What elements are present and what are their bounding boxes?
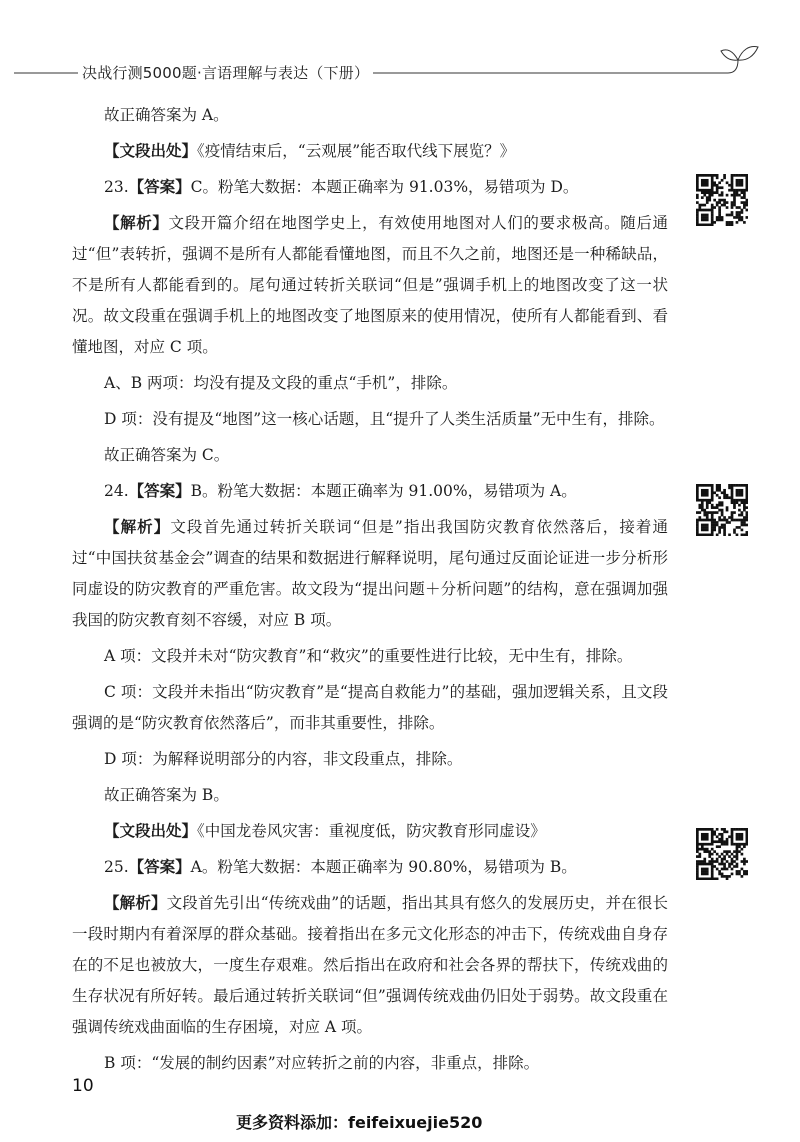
question-number: 24. [104, 482, 129, 500]
section-label: 【答案】 [128, 858, 191, 876]
book-title: 决战行测5000题·言语理解与表达（下册） [78, 62, 373, 83]
paragraph-text: 故正确答案为 B。 [104, 786, 229, 804]
paragraph-text: 故正确答案为 C。 [104, 446, 230, 464]
paragraph-text: B 项：“发展的制约因素”对应转折之前的内容，非重点，排除。 [104, 1054, 540, 1072]
qr-code-25[interactable] [696, 828, 748, 880]
section-label: 【解析】 [104, 518, 171, 536]
paragraph [72, 440, 668, 471]
section-label: 【答案】 [128, 178, 191, 196]
leaf-icon [721, 47, 758, 61]
paragraph [72, 780, 668, 811]
paragraph [72, 1048, 668, 1079]
paragraph-text: D 项：没有提及“地图”这一核心话题，且“提升了人类生活质量”无中生有，排除。 [104, 410, 665, 428]
section-label: 【文段出处】 [104, 142, 198, 160]
answer-explanations [72, 100, 668, 1084]
paragraph [72, 100, 668, 131]
page-number: 10 [72, 1076, 94, 1096]
header-rule [0, 0, 800, 100]
paragraph [72, 136, 668, 167]
paragraph-text: C。粉笔大数据：本题正确率为 91.03%，易错项为 D。 [190, 178, 579, 196]
qr-code-icon [696, 484, 748, 536]
paragraph-text: A、B 两项：均没有提及文段的重点“手机”，排除。 [104, 374, 458, 392]
paragraph [72, 172, 668, 203]
page-header [0, 0, 800, 100]
qr-code-icon [696, 174, 748, 226]
paragraph [72, 744, 668, 775]
question-number: 25. [104, 858, 129, 876]
question-number: 23. [104, 178, 129, 196]
paragraph [72, 476, 668, 507]
qr-code-24[interactable] [696, 484, 748, 536]
section-label: 【文段出处】 [104, 822, 198, 840]
paragraph [72, 512, 668, 636]
paragraph-text: 《中国龙卷风灾害：重视度低，防灾教育形同虚设》 [197, 822, 546, 840]
paragraph [72, 368, 668, 399]
qr-code-icon [696, 828, 748, 880]
paragraph-text: 《疫情结束后，“云观展”能否取代线下展览？》 [197, 142, 516, 160]
section-label: 【解析】 [104, 894, 167, 912]
paragraph-text: C 项：文段并未指出“防灾教育”是“提高自救能力”的基础，强加逻辑关系，且文段强调的是“防灾教育依然落后”，而非其重要性，排除。 [72, 683, 668, 732]
paragraph [72, 816, 668, 847]
paragraph [72, 208, 668, 363]
section-label: 【解析】 [104, 214, 169, 232]
paragraph-text: D 项：为解释说明部分的内容，非文段重点，排除。 [104, 750, 463, 768]
paragraph [72, 852, 668, 883]
paragraph [72, 641, 668, 672]
paragraph [72, 404, 668, 435]
paragraph-text: 故正确答案为 A。 [104, 106, 229, 124]
footer-note: 更多资料添加：feifeixuejie520 [236, 1113, 483, 1132]
paragraph-text: 文段首先通过转折关联词“但是”指出我国防灾教育依然落后，接着通过“中国扶贫基金会”调查的结果和数据进行解释说明，尾句通过反面论证进一步分析形同虚设的防灾教育的严重危害。故文段为“提出问题＋分析问题”的结构，意在强调加强我国的防灾教育刻不容缓，对应 B 项。 [72, 518, 668, 629]
paragraph-text: 文段开篇介绍在地图学史上，有效使用地图对人们的要求极高。随后通过“但”表转折，强调不是所有人都能看懂地图，而且不久之前，地图还是一种稀缺品，不是所有人都能看到的。尾句通过转折关联词“但是”强调手机上的地图改变了这一状况。故文段重在强调手机上的地图改变了地图原来的使用情况，使所有人都能看到、看懂地图，对应 C 项。 [72, 214, 668, 356]
paragraph [72, 677, 668, 739]
paragraph [72, 888, 668, 1043]
paragraph-text: A。粉笔大数据：本题正确率为 90.80%，易错项为 B。 [190, 858, 577, 876]
paragraph-text: A 项：文段并未对“防灾教育”和“救灾”的重要性进行比较，无中生有，排除。 [104, 647, 633, 665]
section-label: 【答案】 [128, 482, 191, 500]
qr-code-23[interactable] [696, 174, 748, 226]
paragraph-text: 文段首先引出“传统戏曲”的话题，指出其具有悠久的发展历史，并在很长一段时期内有着深厚的群众基础。接着指出在多元文化形态的冲击下，传统戏曲自身存在的不足也被放大，一度生存艰难。然后指出在政府和社会各界的帮扶下，传统戏曲的生存状况有所好转。最后通过转折关联词“但”强调传统戏曲仍旧处于弱势。故文段重在强调传统戏曲面临的生存困境，对应 A 项。 [72, 894, 668, 1036]
paragraph-text: B。粉笔大数据：本题正确率为 91.00%，易错项为 A。 [190, 482, 577, 500]
